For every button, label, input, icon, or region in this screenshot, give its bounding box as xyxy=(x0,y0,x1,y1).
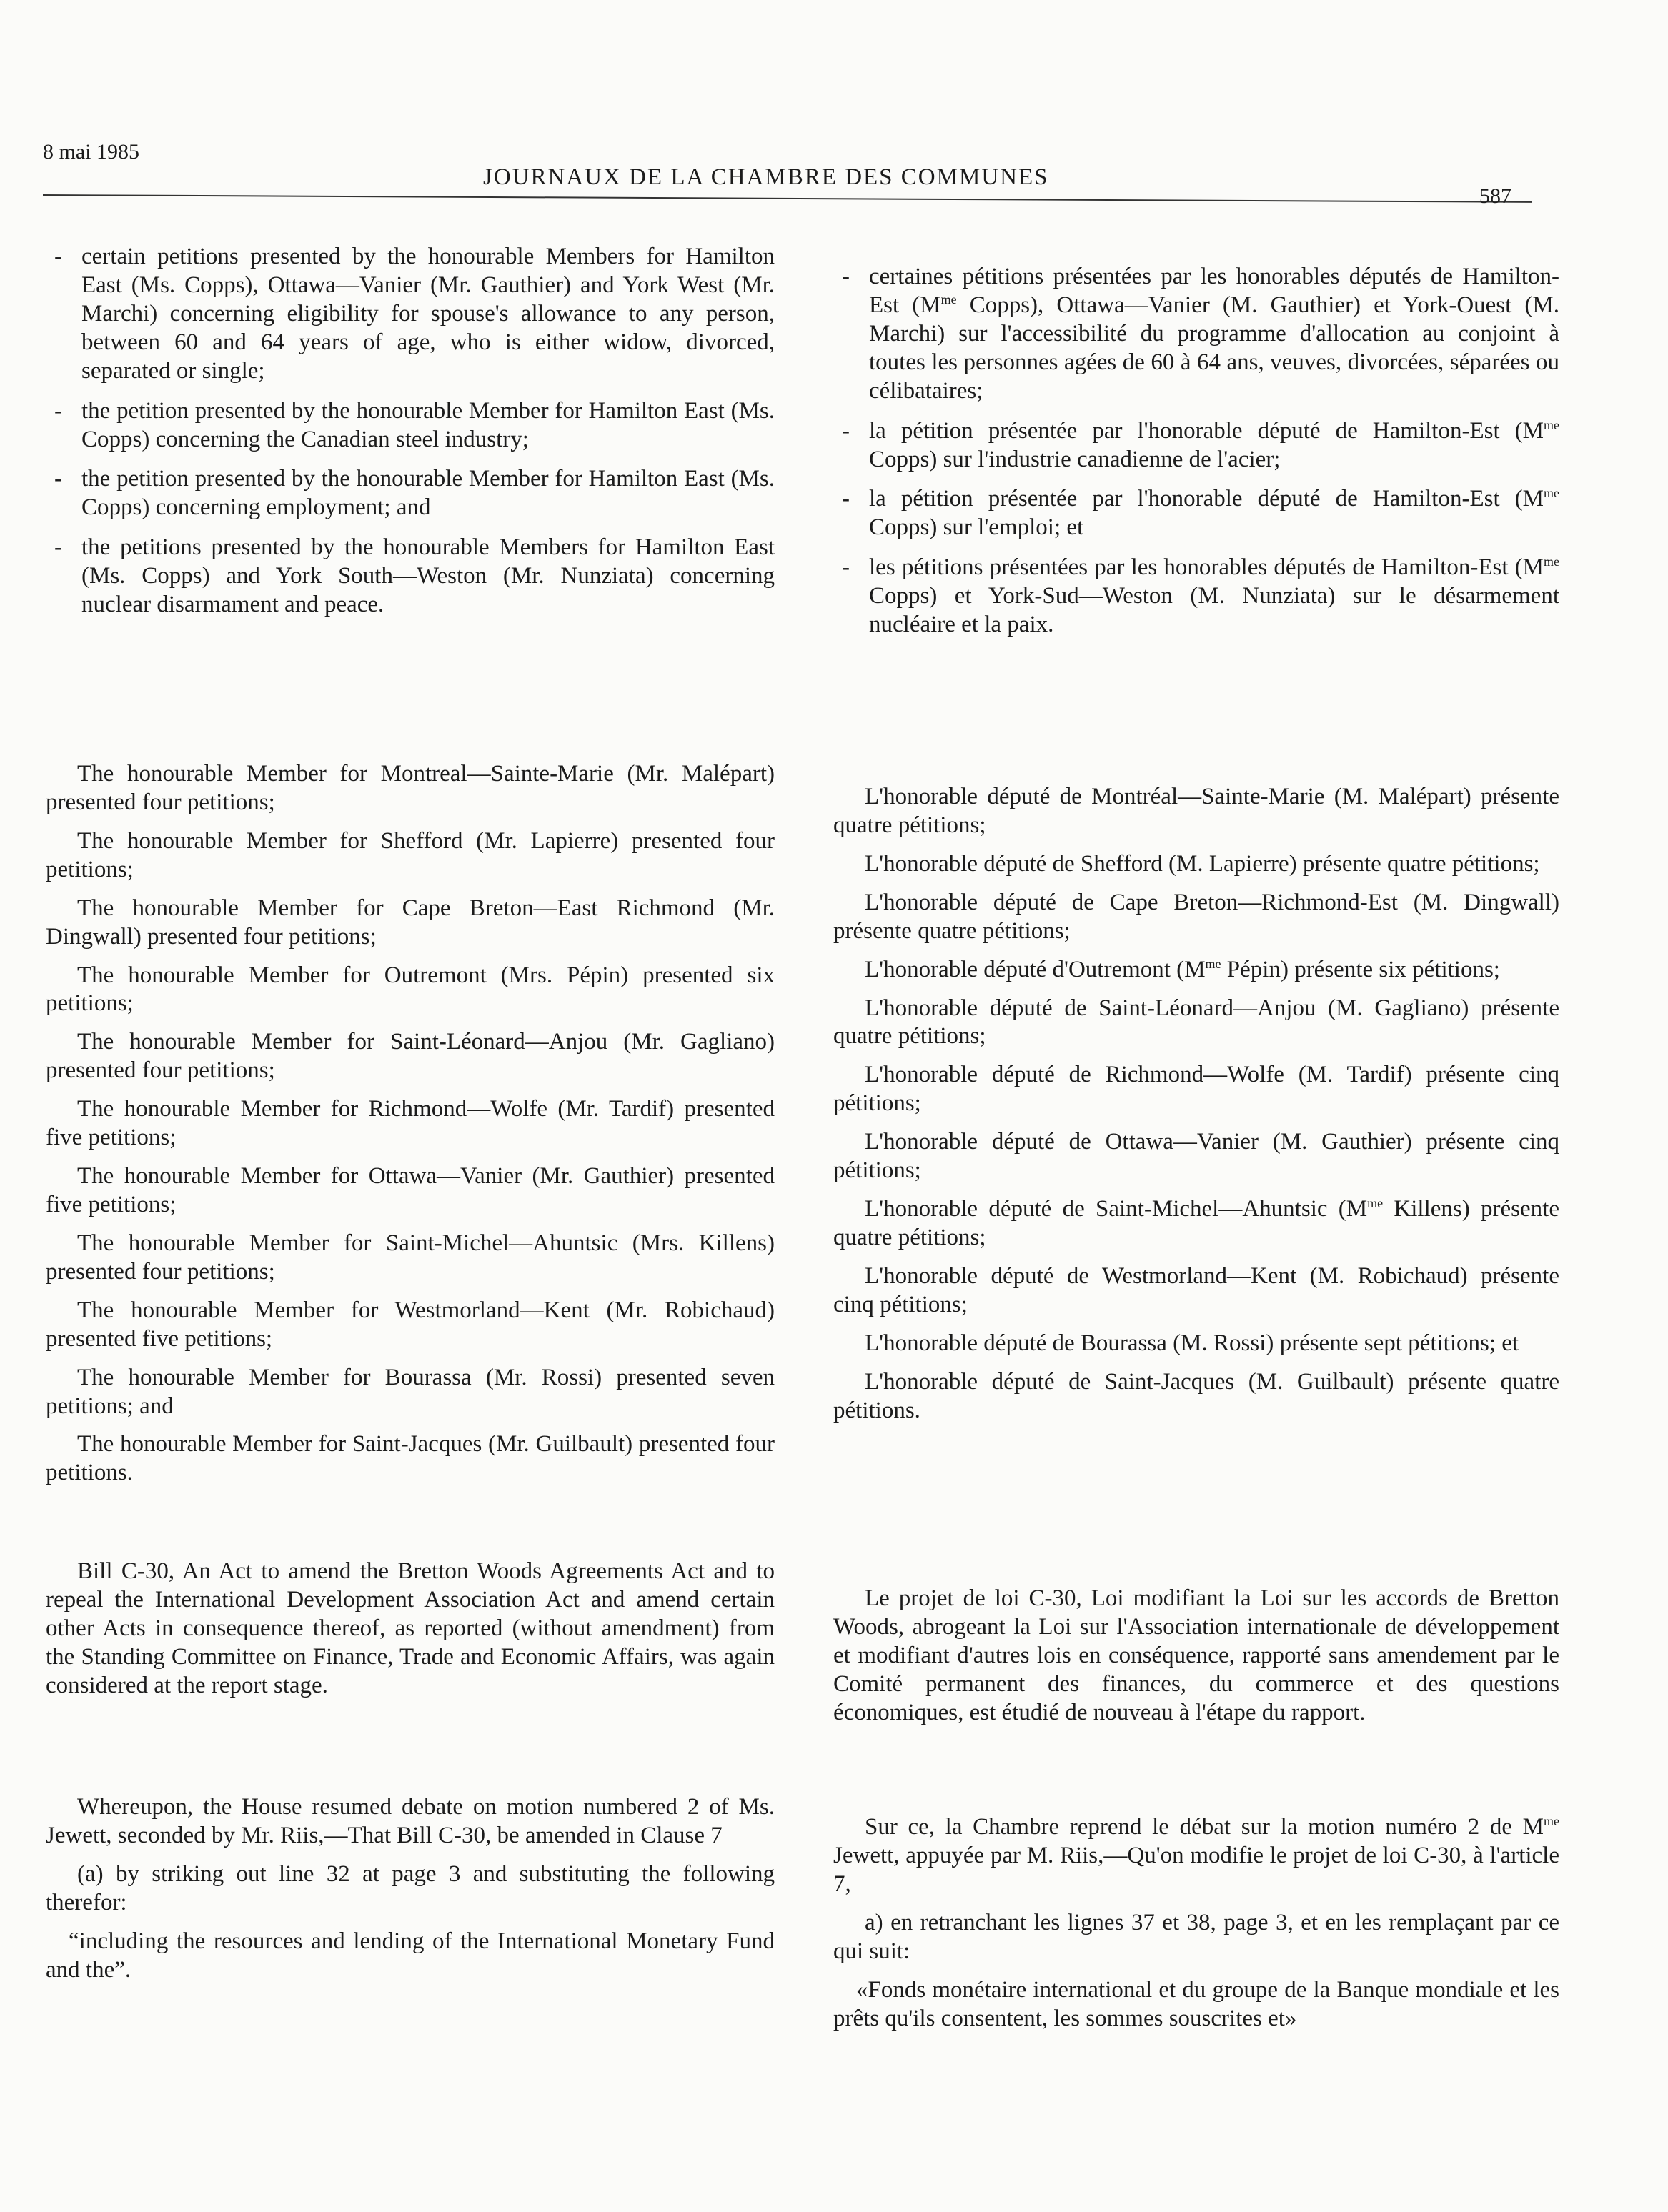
list-item xyxy=(833,417,1559,474)
list-item xyxy=(833,485,1559,542)
list-item-text: les pétitions présentées par les honorables députés de Hamilton-Est ($M^{me}$ Copps) et York-Sud—Weston (M. Nunziata) sur le désarmement nucléaire et la paix. xyxy=(869,554,1559,638)
amendment-quote: «Fonds monétaire international et du groupe de la Banque mondiale et les prêts qu'ils consentent, les sommes souscrites et» xyxy=(833,1976,1559,2031)
list-item xyxy=(833,263,1559,406)
petition-paragraph: The honourable Member for Ottawa—Vanier (Mr. Gauthier) presented five petitions; xyxy=(46,1163,775,1217)
list-item xyxy=(46,243,775,386)
dash-glyph: - xyxy=(54,397,62,424)
list-item xyxy=(833,554,1559,639)
list-item xyxy=(46,465,775,522)
petition-paragraph: The honourable Member for Richmond—Wolfe (Mr. Tardif) presented five petitions; xyxy=(46,1096,775,1151)
list-item-text: certain petitions presented by the honourable Members for Hamilton East (Ms. Copps), Ottawa—Vanier (Mr. Gauthier) and York West (Mr. Marchi) concerning eligibility for spouse's allowance to any person, between 60 and 64 years of age, who is either widow, divorced, separated or single; xyxy=(81,244,775,384)
petition-paragraph: The honourable Member for Saint-Michel—Ahuntsic (Mrs. Killens) presented four petitions; xyxy=(46,1230,775,1285)
list-item-text: the petitions presented by the honourable Members for Hamilton East (Ms. Copps) and York South—Weston (Mr. Nunziata) concerning nuclear disarmament and peace. xyxy=(81,534,775,618)
french-petition-list xyxy=(833,783,1559,1435)
french-bullet-list xyxy=(833,263,1559,651)
petition-paragraph: L'honorable député de Richmond—Wolfe (M. Tardif) présente cinq pétitions; xyxy=(833,1062,1559,1117)
petition-paragraph: L'honorable député de Saint-Léonard—Anjou (M. Gagliano) présente quatre pétitions; xyxy=(833,995,1559,1050)
petition-paragraph: L'honorable député de Westmorland—Kent (M. Robichaud) présente cinq pétitions; xyxy=(833,1262,1559,1317)
petition-paragraph: The honourable Member for Westmorland—Kent (Mr. Robichaud) presented five petitions; xyxy=(46,1297,775,1352)
dash-glyph: - xyxy=(842,486,850,512)
amendment-quote: “including the resources and lending of the International Monetary Fund and the”. xyxy=(46,1928,775,1983)
list-item xyxy=(46,397,775,454)
header-rule xyxy=(43,194,1532,203)
petition-paragraph: L'honorable député de Ottawa—Vanier (M. Gauthier) présente cinq pétitions; xyxy=(833,1129,1559,1184)
list-item xyxy=(46,534,775,619)
english-motion-section xyxy=(46,1793,775,1995)
page-number: 587 xyxy=(1479,184,1511,208)
bill-paragraph: Le projet de loi C-30, Loi modifiant la Loi sur les accords de Bretton Woods, abrogeant la Loi sur l'Association internationale de développement et modifiant d'autres lois en conséquence, rapporté sans amendement par le Comité permanent des finances, du commerce et des questions économiques, est étudié de nouveau à l'étape du rapport. xyxy=(833,1585,1559,1725)
petition-paragraph: The honourable Member for Shefford (Mr. Lapierre) presented four petitions; xyxy=(46,827,775,882)
motion-paragraph: Sur ce, la Chambre reprend le débat sur la motion numéro 2 de $M^{me}$ Jewett, appuyée par M. Riis,—Qu'on modifie le projet de loi C-30, à l'article 7, xyxy=(833,1814,1559,1897)
petition-paragraph: L'honorable député de Cape Breton—Richmond-Est (M. Dingwall) présente quatre pétitions; xyxy=(833,889,1559,944)
french-bill-section xyxy=(833,1585,1559,1738)
amendment-paragraph: a) en retranchant les lignes 37 et 38, page 3, et en les remplaçant par ce qui suit: xyxy=(833,1909,1559,1964)
english-bill-section xyxy=(46,1558,775,1710)
dash-glyph: - xyxy=(54,244,62,269)
petition-paragraph: The honourable Member for Outremont (Mrs. Pépin) presented six petitions; xyxy=(46,962,775,1017)
petition-paragraph: The honourable Member for Cape Breton—East Richmond (Mr. Dingwall) presented four petitions; xyxy=(46,895,775,950)
header-title: JOURNAUX DE LA CHAMBRE DES COMMUNES xyxy=(483,164,1049,190)
list-item-text: la pétition présentée par l'honorable député de Hamilton-Est ($M^{me}$ Copps) sur l'industrie canadienne de l'acier; xyxy=(869,417,1559,472)
petition-paragraph: The honourable Member for Saint-Léonard—Anjou (Mr. Gagliano) presented four petitions; xyxy=(46,1029,775,1084)
petition-paragraph: L'honorable député d'Outremont ($M^{me}$ Pépin) présente six pétitions; xyxy=(865,956,1500,982)
dash-glyph: - xyxy=(842,264,850,289)
amendment-paragraph: (a) by striking out line 32 at page 3 and substituting the following therefor: xyxy=(46,1860,775,1915)
dash-glyph: - xyxy=(842,417,850,444)
petition-paragraph: L'honorable député de Bourassa (M. Rossi) présente sept pétitions; et xyxy=(865,1330,1519,1356)
dash-glyph: - xyxy=(54,466,62,492)
petition-paragraph: L'honorable député de Saint-Jacques (M. Guilbault) présente quatre pétitions. xyxy=(833,1368,1559,1423)
list-item-text: the petition presented by the honourable Member for Hamilton East (Ms. Copps) concerning the Canadian steel industry; xyxy=(81,397,775,452)
petition-paragraph: The honourable Member for Bourassa (Mr. Rossi) presented seven petitions; and xyxy=(46,1364,775,1419)
dash-glyph: - xyxy=(54,534,62,561)
english-petition-list xyxy=(46,760,775,1498)
petition-paragraph: The honourable Member for Montreal—Sainte-Marie (Mr. Malépart) presented four petitions; xyxy=(46,761,775,815)
french-motion-section xyxy=(833,1813,1559,2043)
list-item-text: the petition presented by the honourable Member for Hamilton East (Ms. Copps) concerning employment; and xyxy=(81,466,775,521)
petition-paragraph: L'honorable député de Montréal—Sainte-Marie (M. Malépart) présente quatre pétitions; xyxy=(833,784,1559,838)
petition-paragraph: L'honorable député de Shefford (M. Lapierre) présente quatre pétitions; xyxy=(865,850,1540,877)
motion-paragraph: Whereupon, the House resumed debate on motion numbered 2 of Ms. Jewett, seconded by Mr. Riis,—That Bill C-30, be amended in Clause 7 xyxy=(46,1794,775,1848)
header-date: 8 mai 1985 xyxy=(43,140,139,164)
list-item-text: certaines pétitions présentées par les honorables députés de Hamilton-Est ($M^{me}$ Copps), Ottawa—Vanier (M. Gauthier) et York-Ouest (M. Marchi) sur l'accessibilité du programme d'allocation au conjoint à toutes les personnes agées de 60 à 64 ans, veuves, divorcées, séparées ou célibataires; xyxy=(869,264,1559,404)
bill-paragraph: Bill C-30, An Act to amend the Bretton Woods Agreements Act and to repeal the International Development Association Act and amend certain other Acts in consequence thereof, as reported (without amendment) from the Standing Committee on Finance, Trade and Economic Affairs, was again considered at the report stage. xyxy=(46,1558,775,1698)
petition-paragraph: L'honorable député de Saint-Michel—Ahuntsic ($M^{me}$ Killens) présente quatre pétitions; xyxy=(833,1196,1559,1250)
list-item-text: la pétition présentée par l'honorable député de Hamilton-Est ($M^{me}$ Copps) sur l'emploi; et xyxy=(869,486,1559,541)
english-bullet-list xyxy=(46,243,775,631)
dash-glyph: - xyxy=(842,554,850,581)
petition-paragraph: The honourable Member for Saint-Jacques (Mr. Guilbault) presented four petitions. xyxy=(46,1431,775,1486)
